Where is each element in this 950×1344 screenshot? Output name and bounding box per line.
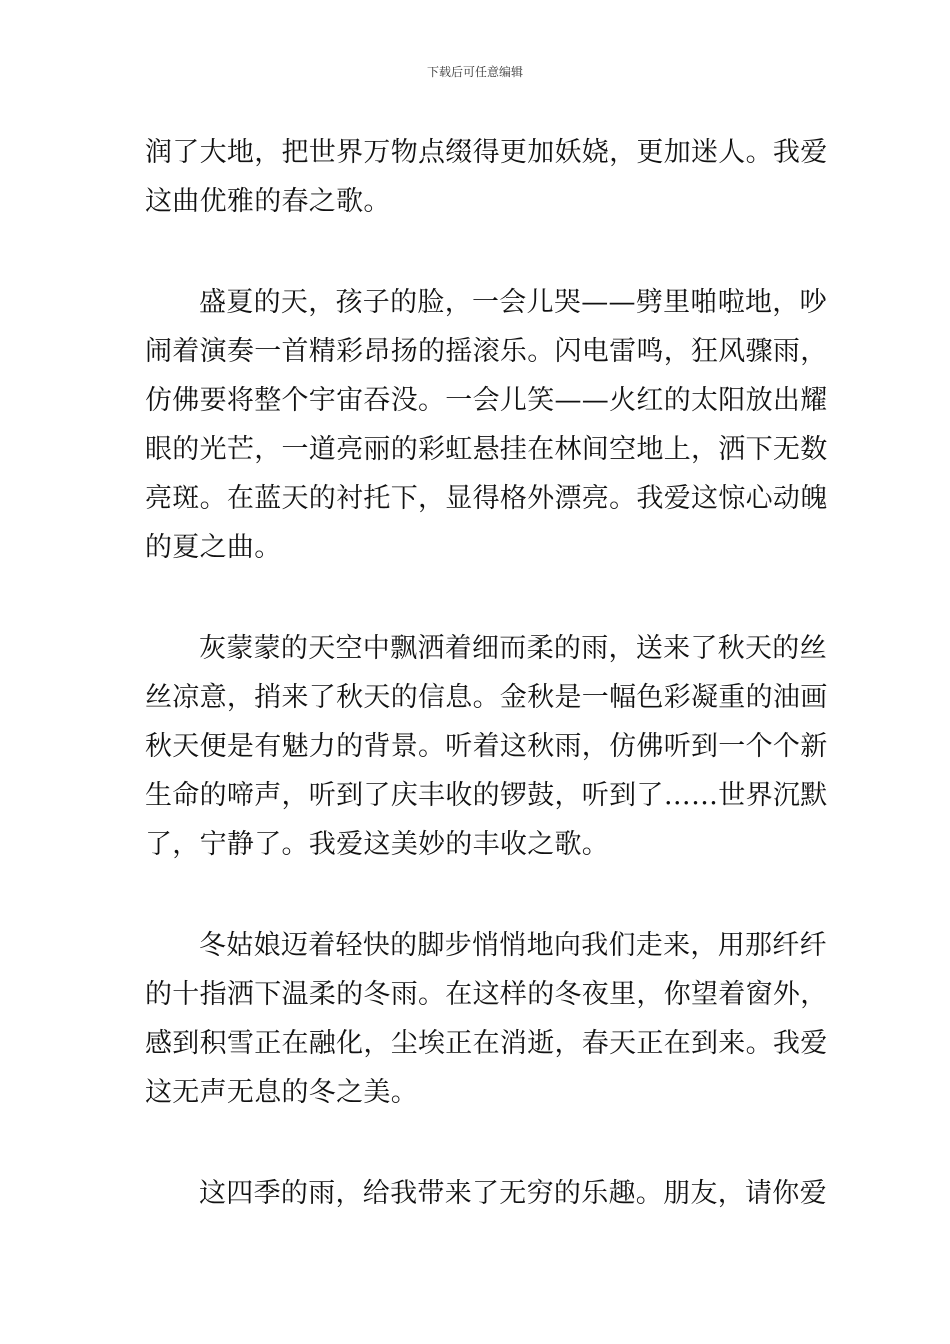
text-line: 了，宁静了。我爱这美妙的丰收之歌。 — [145, 829, 610, 860]
document-body — [145, 128, 828, 1218]
text-line: 闹着演奏一首精彩昂扬的摇滚乐。闪电雷鸣，狂风骤雨， — [145, 336, 828, 367]
text-line: 亮斑。在蓝天的衬托下，显得格外漂亮。我爱这惊心动魄 — [145, 483, 828, 514]
text-line: 盛夏的天，孩子的脸，一会儿哭——劈里啪啦地，吵 — [199, 287, 827, 318]
paragraph-summer — [145, 278, 828, 572]
text-line: 仿佛要将整个宇宙吞没。一会儿笑——火红的太阳放出耀 — [145, 385, 828, 416]
paragraph-spring-end — [145, 128, 828, 226]
text-line: 眼的光芒，一道亮丽的彩虹悬挂在林间空地上，洒下无数 — [145, 434, 828, 465]
text-line: 这曲优雅的春之歌。 — [145, 186, 391, 217]
text-line: 的夏之曲。 — [145, 532, 282, 563]
paragraph-conclusion — [145, 1169, 827, 1218]
text-line: 的十指洒下温柔的冬雨。在这样的冬夜里，你望着窗外， — [145, 979, 828, 1010]
paragraph-winter — [145, 921, 828, 1117]
text-line: 感到积雪正在融化，尘埃正在消逝，春天正在到来。我爱 — [145, 1028, 828, 1059]
text-line: 丝凉意，捎来了秋天的信息。金秋是一幅色彩凝重的油画 — [145, 682, 828, 713]
text-line: 生命的啼声，听到了庆丰收的锣鼓，听到了……世界沉默 — [145, 780, 828, 811]
text-line: 冬姑娘迈着轻快的脚步悄悄地向我们走来，用那纤纤 — [199, 930, 827, 961]
text-line: 润了大地，把世界万物点缀得更加妖娆，更加迷人。我爱 — [145, 137, 828, 168]
text-line: 这四季的雨，给我带来了无穷的乐趣。朋友，请你爱 — [199, 1178, 827, 1209]
page-header: 下载后可任意编辑 — [426, 65, 523, 79]
text-line: 这无声无息的冬之美。 — [145, 1077, 418, 1108]
paragraph-autumn — [145, 624, 828, 869]
text-line: 灰蒙蒙的天空中飘洒着细而柔的雨，送来了秋天的丝 — [199, 633, 827, 664]
text-line: 秋天便是有魅力的背景。听着这秋雨，仿佛听到一个个新 — [145, 731, 828, 762]
